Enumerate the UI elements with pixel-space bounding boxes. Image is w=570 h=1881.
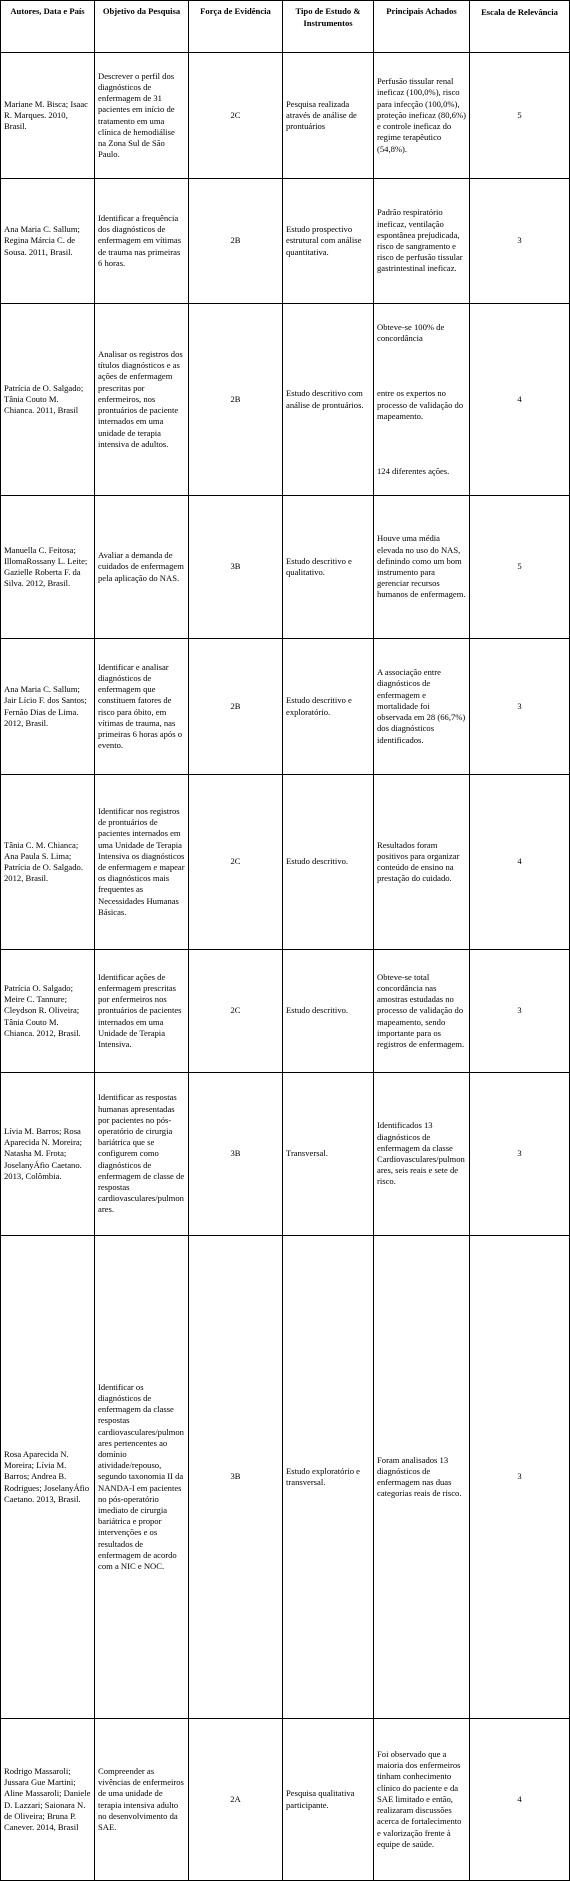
cell-relevance: 5: [470, 53, 570, 179]
header-relevance: Escala de Relevância: [470, 1, 570, 53]
table-row: [1, 639, 570, 775]
cell-objective: Identificar nos registros de prontuários de pacientes internados em uma Unidade de Terapia Intensiva os diagnósticos de enfermagem e mapear os diagnósticos mais frequentes as Necessidades Humanas Básicas.: [95, 775, 189, 950]
cell-findings: Foram analisados 13 diagnósticos de enfermagem nas duas categorias reais de risco.: [374, 1236, 470, 1719]
table-row: [1, 496, 570, 639]
cell-authors: Mariane M. Bisca; Isaac R. Marques. 2010, Brasil.: [1, 53, 95, 179]
table-row: [1, 304, 570, 496]
cell-evidence: 2C: [189, 950, 283, 1073]
header-findings: Principais Achados: [374, 1, 470, 53]
cell-findings: Perfusão tissular renal ineficaz (100,0%), risco para infecção (100,0%), proteção ineficaz (80,6%) e controle ineficaz do regime terapêutico (54,8%).: [374, 53, 470, 179]
cell-evidence: 2B: [189, 639, 283, 775]
findings-part-2: entre os expertos no processo de validação do mapeamento.: [377, 388, 464, 421]
cell-study-type: Estudo exploratório e transversal.: [283, 1236, 374, 1719]
table-row: [1, 53, 570, 179]
cell-relevance: 3: [470, 1236, 570, 1719]
cell-study-type: Pesquisa qualitativa participante.: [283, 1719, 374, 1881]
header-study-type: Tipo de Estudo & Instrumentos: [283, 1, 374, 53]
table-row: [1, 950, 570, 1073]
cell-evidence: 3B: [189, 496, 283, 639]
cell-relevance: 3: [470, 1073, 570, 1236]
cell-relevance: 4: [470, 304, 570, 496]
cell-study-type: Estudo descritivo e qualitativo.: [283, 496, 374, 639]
cell-relevance: 3: [470, 950, 570, 1073]
cell-relevance: 4: [470, 775, 570, 950]
cell-findings: Padrão respiratório ineficaz, ventilação espontânea prejudicada, risco de sangramento e risco de perfusão tissular gastrintestinal ineficaz.: [374, 179, 470, 304]
cell-relevance: 5: [470, 496, 570, 639]
cell-study-type: Estudo descritivo.: [283, 950, 374, 1073]
findings-gap: [377, 344, 466, 388]
cell-authors: Lívia M. Barros; Rosa Aparecida N. Moreira; Natasha M. Frota; JoselanyÁfio Caetano. 2013, Colômbia.: [1, 1073, 95, 1236]
cell-objective: Identificar os diagnósticos de enfermagem da classe respostas cardiovasculares/pulmonares pertencentes ao domínio atividade/repouso, segundo taxonomia II da NANDA-I em pacientes no pós-operatório imediato de cirurgia bariátrica e propor intervenções e os resultados de enfermagem de acordo com a NIC e NOC.: [95, 1236, 189, 1719]
cell-findings: Obteve-se total concordância nas amostras estudadas no processo de validação do mapeamento, sendo importante para os registros de enfermagem.: [374, 950, 470, 1073]
cell-study-type: Estudo prospectivo estrutural com análise quantitativa.: [283, 179, 374, 304]
cell-relevance: 4: [470, 1719, 570, 1881]
cell-authors: Ana Maria C. Sallum; Regina Márcia C. de Sousa. 2011, Brasil.: [1, 179, 95, 304]
cell-study-type: Transversal.: [283, 1073, 374, 1236]
cell-authors: Ana Maria C. Sallum; Jair Lício F. dos Santos; Fernão Dias de Lima. 2012, Brasil.: [1, 639, 95, 775]
cell-objective: Descrever o perfil dos diagnósticos de enfermagem de 31 pacientes em início de tratamento em uma clínica de hemodiálise na Zona Sul de São Paulo.: [95, 53, 189, 179]
cell-authors: Patrícia O. Salgado; Meire C. Tannure; Cleydson R. Oliveira; Tânia Couto M. Chianca. 2012, Brasil.: [1, 950, 95, 1073]
cell-authors: Tânia C. M. Chianca; Ana Paula S. Lima; Patrícia de O. Salgado. 2012, Brasil.: [1, 775, 95, 950]
cell-evidence: 3B: [189, 1073, 283, 1236]
cell-findings: Houve uma média elevada no uso do NAS, definindo como um bom instrumento para gerenciar recursos humanos de enfermagem.: [374, 496, 470, 639]
cell-study-type: Estudo descritivo e exploratório.: [283, 639, 374, 775]
cell-relevance: 3: [470, 639, 570, 775]
cell-study-type: Pesquisa realizada através de análise de prontuários: [283, 53, 374, 179]
findings-part-3: 124 diferentes ações.: [377, 465, 450, 476]
cell-evidence: 2B: [189, 304, 283, 496]
findings-part-1: Obteve-se 100% de concordância: [377, 321, 445, 344]
table-row: [1, 1073, 570, 1236]
header-authors: Autores, Data e País: [1, 1, 95, 53]
cell-evidence: 2A: [189, 1719, 283, 1881]
cell-objective: Identificar ações de enfermagem prescritas por enfermeiros nos prontuários de pacientes internados em uma Unidade de Terapia Intensiva.: [95, 950, 189, 1073]
cell-objective: Analisar os registros dos títulos diagnósticos e as ações de enfermagem prescritas por enfermeiros, nos prontuários de paciente internados em uma unidade de terapia intensiva de adultos.: [95, 304, 189, 496]
cell-findings: [374, 304, 470, 496]
cell-study-type: Estudo descritivo com análise de prontuários.: [283, 304, 374, 496]
cell-objective: Identificar e analisar diagnósticos de enfermagem que constituem fatores de risco para óbito, em vítimas de trauma, nas primeiras 6 horas após o evento.: [95, 639, 189, 775]
table-row: [1, 179, 570, 304]
cell-evidence: 3B: [189, 1236, 283, 1719]
findings-gap: [377, 422, 466, 466]
table-row: [1, 1236, 570, 1719]
cell-authors: Rosa Aparecida N. Moreira; Lívia M. Barros; Andrea B. Rodrigues; JoselanyÁfio Caetano. 2013, Brasil.: [1, 1236, 95, 1719]
cell-authors: Rodrigo Massaroli; Jussara Gue Martini; Aline Massaroli; Daniele D. Lazzari; Saionara N. de Oliveira; Bruna P. Canever. 2014, Brasil: [1, 1719, 95, 1881]
cell-objective: Identificar as respostas humanas apresentadas por pacientes no pós-operatório de cirurgia bariátrica que se configurem como diagnósticos de enfermagem de classe de respostas cardiovasculares/pulmonares.: [95, 1073, 189, 1236]
cell-findings: A associação entre diagnósticos de enfermagem e mortalidade foi observada em 28 (66,7%) dos diagnósticos identificados.: [374, 639, 470, 775]
cell-objective: Compreender as vivências de enfermeiros de uma unidade de terapia intensiva adulto no desenvolvimento da SAE.: [95, 1719, 189, 1881]
cell-study-type: Estudo descritivo.: [283, 775, 374, 950]
cell-relevance: 3: [470, 179, 570, 304]
cell-findings: Foi observado que a maioria dos enfermeiros tinham conhecimento clínico do paciente e da SAE limitado e então, realizaram discussões acerca de fortalecimento e valorização frente à equipe de saúde.: [374, 1719, 470, 1881]
cell-evidence: 2B: [189, 179, 283, 304]
cell-findings: Identificados 13 diagnósticos de enfermagem da classe Cardiovasculares/pulmonares, seis reais e sete de risco.: [374, 1073, 470, 1236]
cell-objective: Identificar a frequência dos diagnósticos de enfermagem em vítimas de trauma nas primeiras 6 horas.: [95, 179, 189, 304]
cell-objective: Avaliar a demanda de cuidados de enfermagem pela aplicação do NAS.: [95, 496, 189, 639]
table-row: [1, 775, 570, 950]
cell-authors: Manuella C. Feitosa; IllomaRossany L. Leite; Gazielle Roberta F. da Silva. 2012, Brasil.: [1, 496, 95, 639]
header-evidence: Força de Evidência: [189, 1, 283, 53]
cell-evidence: 2C: [189, 775, 283, 950]
header-row: [1, 1, 570, 53]
header-objective: Objetivo da Pesquisa: [95, 1, 189, 53]
cell-authors: Patrícia de O. Salgado; Tânia Couto M. Chianca. 2011, Brasil: [1, 304, 95, 496]
cell-findings: Resultados foram positivos para organizar conteúdo de ensino na prestação do cuidado.: [374, 775, 470, 950]
table-row: [1, 1719, 570, 1881]
cell-evidence: 2C: [189, 53, 283, 179]
